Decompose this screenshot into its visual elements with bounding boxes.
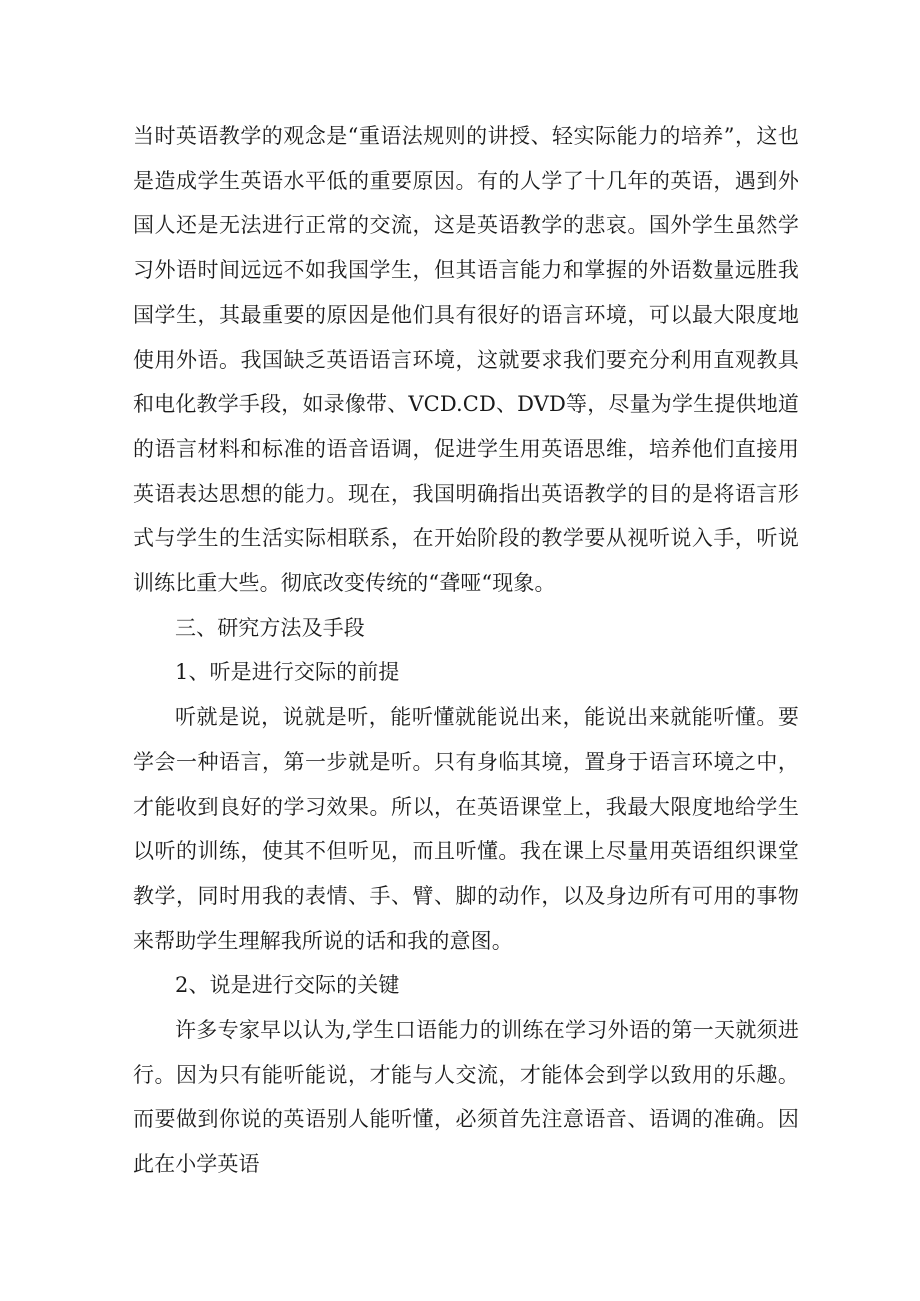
paragraph-language-environment: 当时英语教学的观念是“重语法规则的讲授、轻实际能力的培养”，这也是造成学生英语水平低的重要原因。有的人学了十几年的英语，遇到外国人还是无法进行正常的交流，这是英语教学的悲哀。国外学生虽然学习外语时间远远不如我国学生，但其语言能力和掌握的外语数量远胜我国学生，其最重要的原因是他们具有很好的语言环境，可以最大限度地使用外语。我国缺乏英语语言环境，这就要求我们要充分利用直观教具和电化教学手段，如录像带、VCD.CD、DVD等，尽量为学生提供地道的语言材料和标准的语音语调，促进学生用英语思维，培养他们直接用英语表达思想的能力。现在，我国明确指出英语教学的目的是将语言形式与学生的生活实际相联系，在开始阶段的教学要从视听说入手，听说训练比重大些。彻底改变传统的“聋哑“现象。 — [133, 124, 799, 596]
document-body — [133, 114, 799, 1187]
subheading-listening: 1、听是进行交际的前提 — [175, 660, 400, 685]
paragraph-speaking: 许多专家早以认为,学生口语能力的训练在学习外语的第一天就须进行。因为只有能听能说，才能与人交流，才能体会到学以致用的乐趣。而要做到你说的英语别人能听懂，必须首先注意语音、语调的准确。因此在小学英语 — [133, 1018, 799, 1177]
subheading-speaking: 2、说是进行交际的关键 — [175, 973, 400, 998]
section-heading-research-methods: 三、研究方法及手段 — [175, 615, 365, 640]
paragraph-listening: 听就是说，说就是听，能听懂就能说出来，能说出来就能听懂。要学会一种语言，第一步就是听。只有身临其境，置身于语言环境之中，才能收到良好的学习效果。所以，在英语课堂上，我最大限度地给学生以听的训练，使其不但听见，而且听懂。我在课上尽量用英语组织课堂教学，同时用我的表情、手、臂、脚的动作，以及身边所有可用的事物来帮助学生理解我所说的话和我的意图。 — [133, 705, 799, 953]
